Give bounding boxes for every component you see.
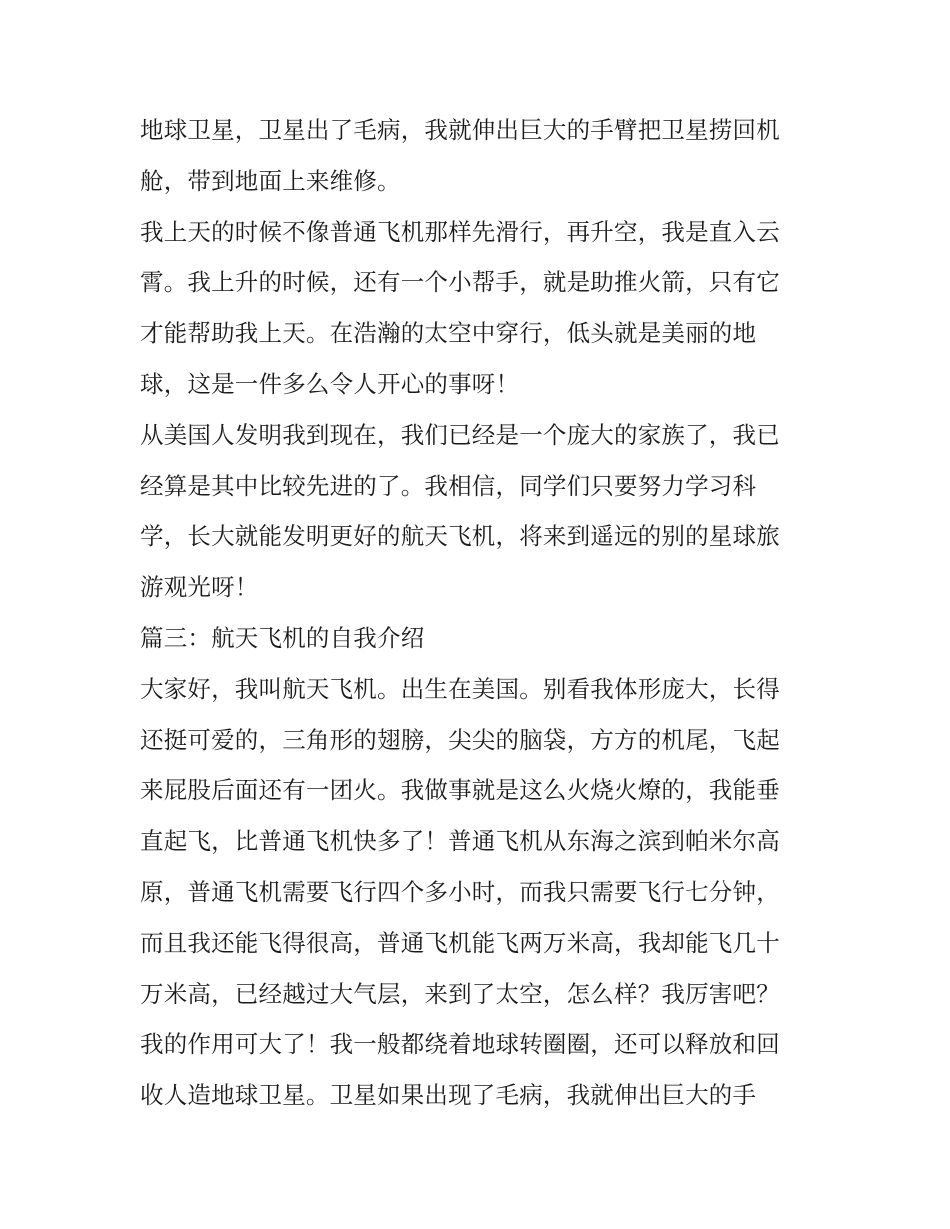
text-line: 原，普通飞机需要飞行四个多小时，而我只需要飞行七分钟， [140, 877, 780, 906]
text-line: 舱，带到地面上来维修。 [140, 166, 401, 195]
text-line: 来屁股后面还有一团火。我做事就是这么火烧火燎的，我能垂 [140, 776, 780, 805]
text-line: 大家好，我叫航天飞机。出生在美国。别看我体形庞大，长得 [140, 674, 780, 703]
text-line: 球，这是一件多么令人开心的事呀！ [140, 369, 520, 398]
text-line: 收人造地球卫星。卫星如果出现了毛病，我就伸出巨大的手 [140, 1081, 757, 1110]
text-line: 霄。我上升的时候，还有一个小帮手，就是助推火箭，只有它 [140, 268, 780, 297]
text-line: 才能帮助我上天。在浩瀚的太空中穿行，低头就是美丽的地 [140, 319, 757, 348]
text-line: 学，长大就能发明更好的航天飞机，将来到遥远的别的星球旅 [140, 522, 780, 551]
text-line: 从美国人发明我到现在，我们已经是一个庞大的家族了，我已 [140, 420, 780, 449]
text-line: 经算是其中比较先进的了。我相信，同学们只要努力学习科 [140, 471, 757, 500]
document-body [140, 105, 830, 1121]
text-line: 游观光呀！ [140, 573, 259, 602]
text-line: 地球卫星，卫星出了毛病，我就伸出巨大的手臂把卫星捞回机 [140, 116, 780, 144]
text-line: 还挺可爱的，三角形的翅膀，尖尖的脑袋，方方的机尾，飞起 [140, 725, 780, 754]
section-heading: 篇三：航天飞机的自我介绍 [140, 623, 425, 652]
text-line: 直起飞，比普通飞机快多了！普通飞机从东海之滨到帕米尔高 [140, 827, 780, 856]
text-line: 我的作用可大了！我一般都绕着地球转圈圈，还可以释放和回 [140, 1030, 780, 1059]
text-line: 而且我还能飞得很高，普通飞机能飞两万米高，我却能飞几十 [140, 928, 780, 957]
text-line: 我上天的时候不像普通飞机那样先滑行，再升空，我是直入云 [140, 217, 780, 246]
text-line: 万米高，已经越过大气层，来到了太空，怎么样？我厉害吧？ [140, 979, 780, 1008]
